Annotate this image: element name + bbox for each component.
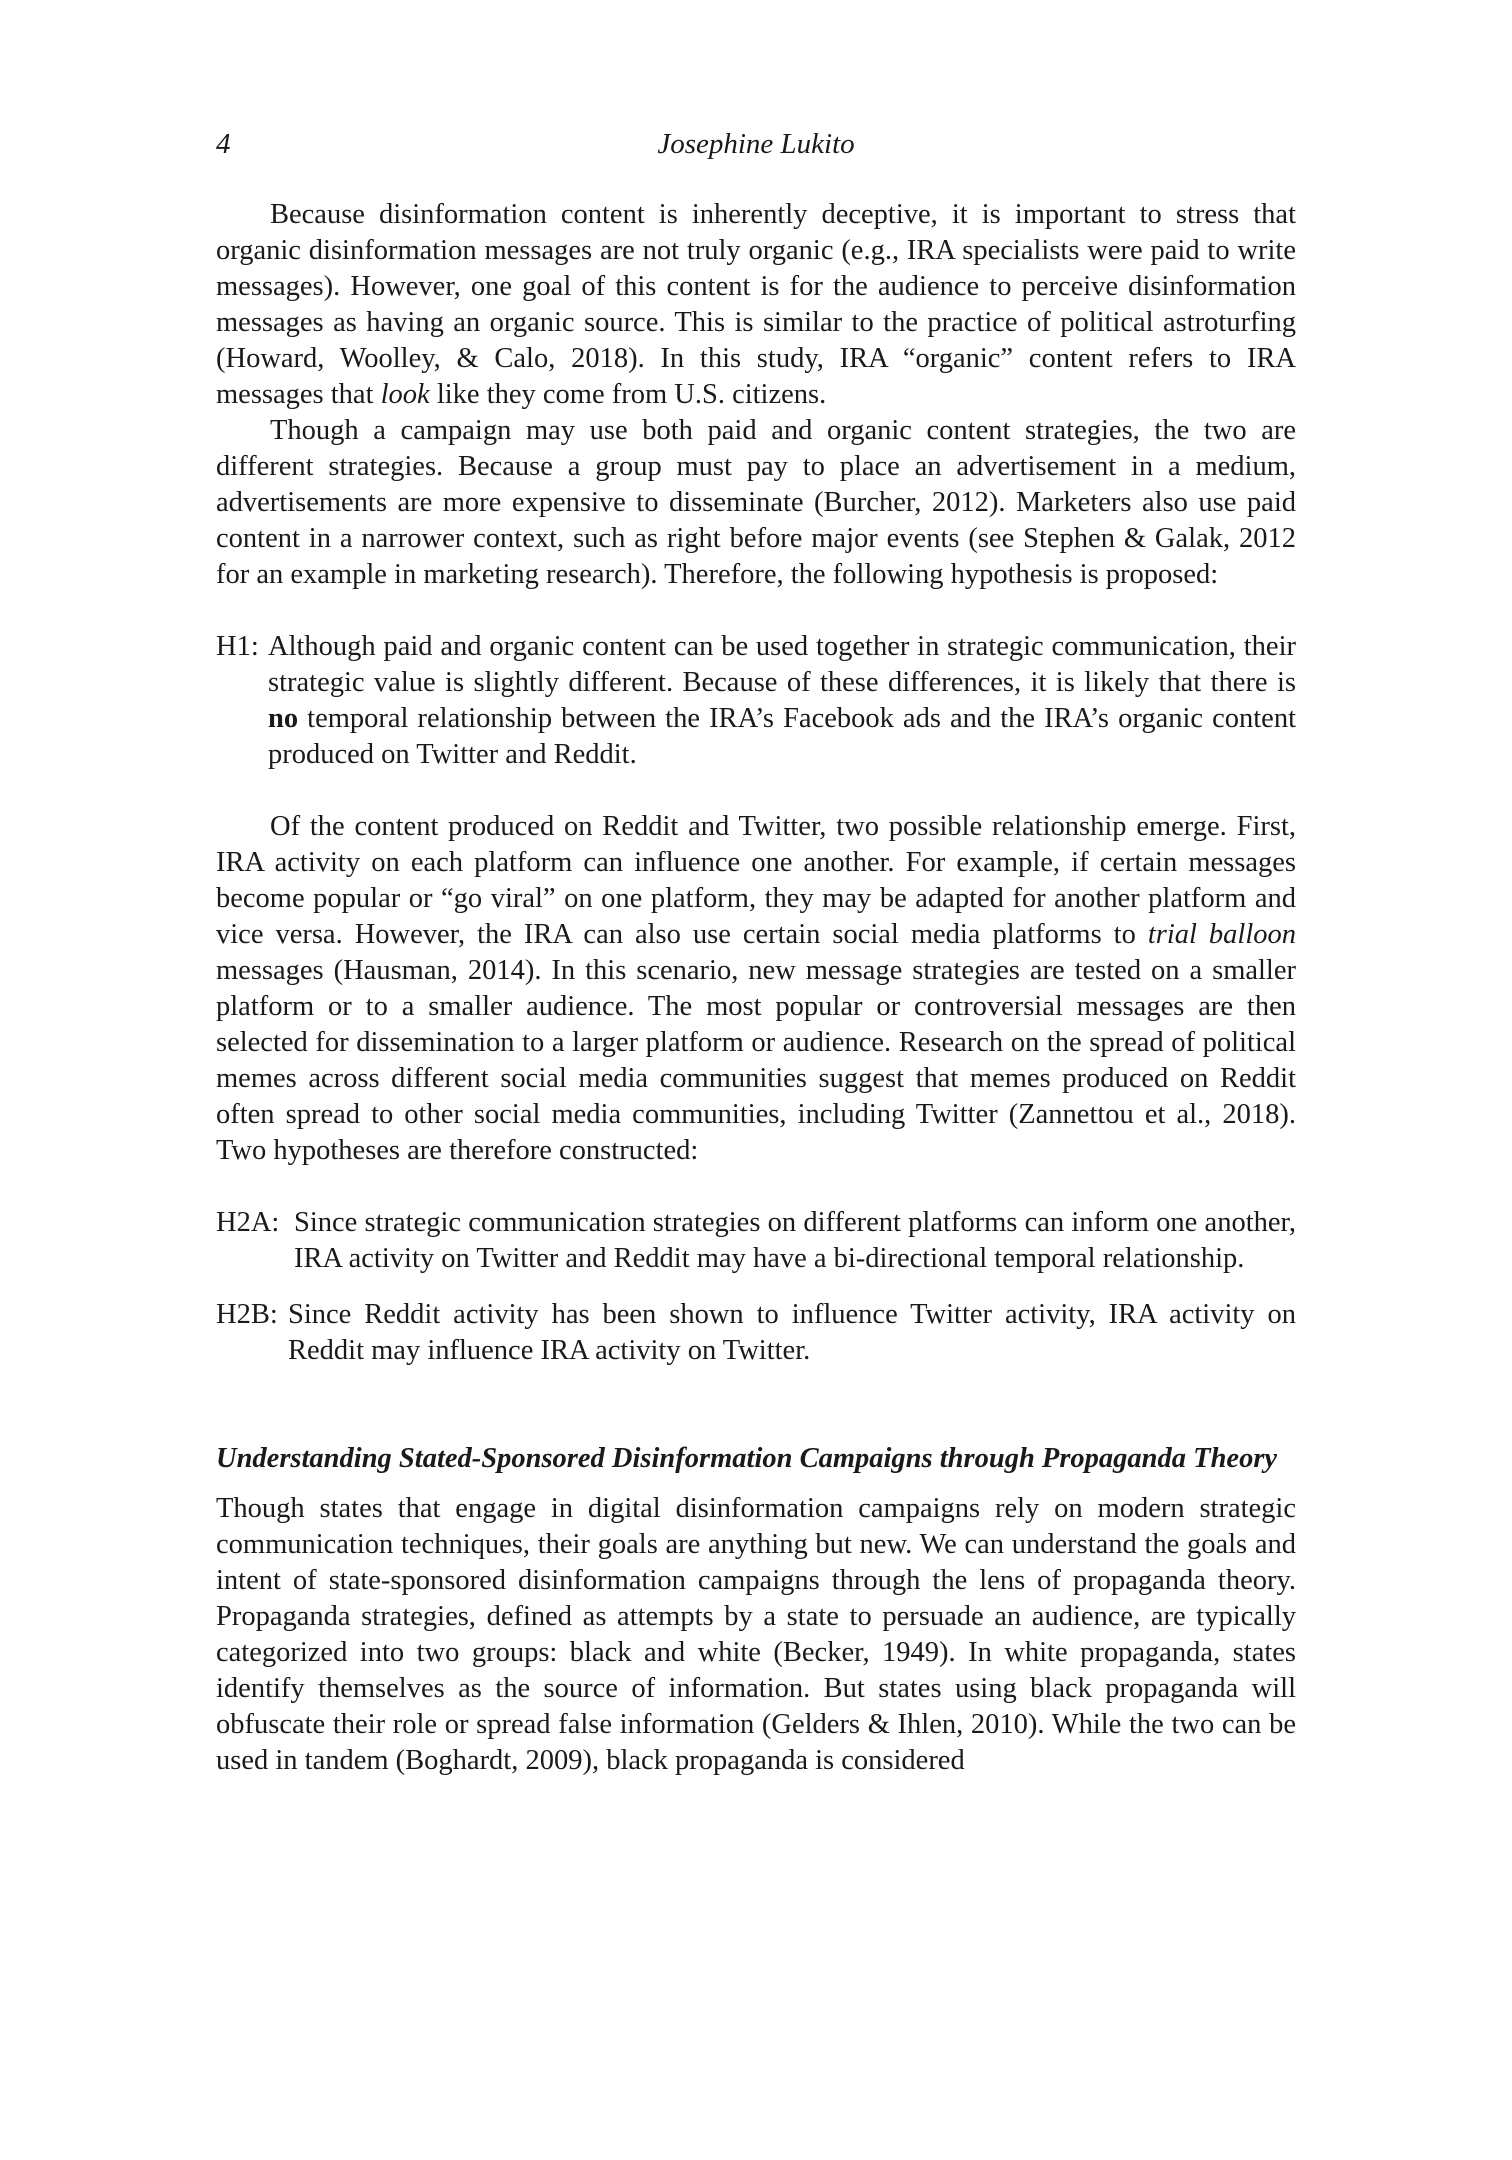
hypothesis-text-part: temporal relationship between the IRA’s Facebook ads and the IRA’s organic content produced on Twitter and Reddit. [268,703,1296,770]
hypothesis-label: H2B: [216,1299,278,1330]
hypothesis-h2b [216,1297,1296,1369]
paragraph-propaganda-theory: Though states that engage in digital disinformation campaigns rely on modern strategic communication techniques, their goals are anything but new. We can understand the goals and intent of state-sponsored disinformation campaigns through the lens of propaganda theory. Propaganda strategies, defined as attempts by a state to persuade an audience, are typically categorized into two groups: black and white (Becker, 1949). In white propaganda, states identify themselves as the source of information. But states using black propaganda will obfuscate their role or spread false information (Gelders & Ihlen, 2010). While the two can be used in tandem (Boghardt, 2009), black propaganda is considered [216,1493,1296,1776]
running-head-author: Josephine Lukito [657,128,855,160]
section-heading: Understanding Stated-Sponsored Disinformation Campaigns through Propaganda Theory [216,1443,1278,1474]
paragraph-paid-vs-organic: Though a campaign may use both paid and organic content strategies, the two are different strategies. Because a group must pay to place an advertisement in a medium, advertisements are more expensive to disseminate (Burcher, 2012). Marketers also use paid content in a narrower context, such as right before major events (see Stephen & Galak, 2012 for an example in marketing research). Therefore, the following hypothesis is proposed: [216,415,1296,590]
paragraph-text: Because disinformation content is inherently deceptive, it is important to stress that organic disinformation messages are not truly organic (e.g., IRA specialists were paid to write messages). However, one goal of this content is for the audience to perceive disinformation messages as having an organic source. This is similar to the practice of political astroturfing (Howard, Woolley, & Calo, 2018). In this study, IRA “organic” content refers to IRA messages that [216,199,1296,410]
running-header [216,126,1296,166]
paragraph-organic-content [216,197,1296,413]
bold-text: no [268,703,299,734]
hypothesis-text-part: Although paid and organic content can be used together in strategic communication, their strategic value is slightly different. Because of these differences, it is likely that there is [268,631,1296,698]
hypothesis-label: H1: [216,631,259,662]
paragraph-reddit-twitter [216,809,1296,1169]
paragraph-text: Of the content produced on Reddit and Twitter, two possible relationship emerge. First, IRA activity on each platform can influence one another. For example, if certain messages become popular or “go viral” on one platform, they may be adapted for another platform and vice versa. However, the IRA can also use certain social media platforms to [216,811,1296,950]
hypothesis-h2a [216,1205,1296,1277]
hypothesis-text: Since Reddit activity has been shown to influence Twitter activity, IRA activity on Reddit may influence IRA activity on Twitter. [288,1299,1296,1366]
emphasis-text: trial balloon [1147,919,1296,950]
paragraph-text: like they come from U.S. citizens. [429,379,827,410]
body-text [216,197,1296,1779]
emphasis-text: look [380,379,430,410]
hypothesis-text: Since strategic communication strategies on different platforms can inform one another, IRA activity on Twitter and Reddit may have a bi-directional temporal relationship. [294,1207,1296,1274]
hypothesis-label: H2A: [216,1207,280,1238]
hypothesis-h1 [216,629,1296,773]
hypothesis-text [268,629,1296,773]
page-number: 4 [216,128,231,160]
paragraph-text: messages (Hausman, 2014). In this scenario, new message strategies are tested on a smaller platform or to a smaller audience. The most popular or controversial messages are then selected for dissemination to a larger platform or audience. Research on the spread of political memes across different social media communities suggest that memes produced on Reddit often spread to other social media communities, including Twitter (Zannettou et al., 2018). Two hypotheses are therefore constructed: [216,955,1296,1166]
